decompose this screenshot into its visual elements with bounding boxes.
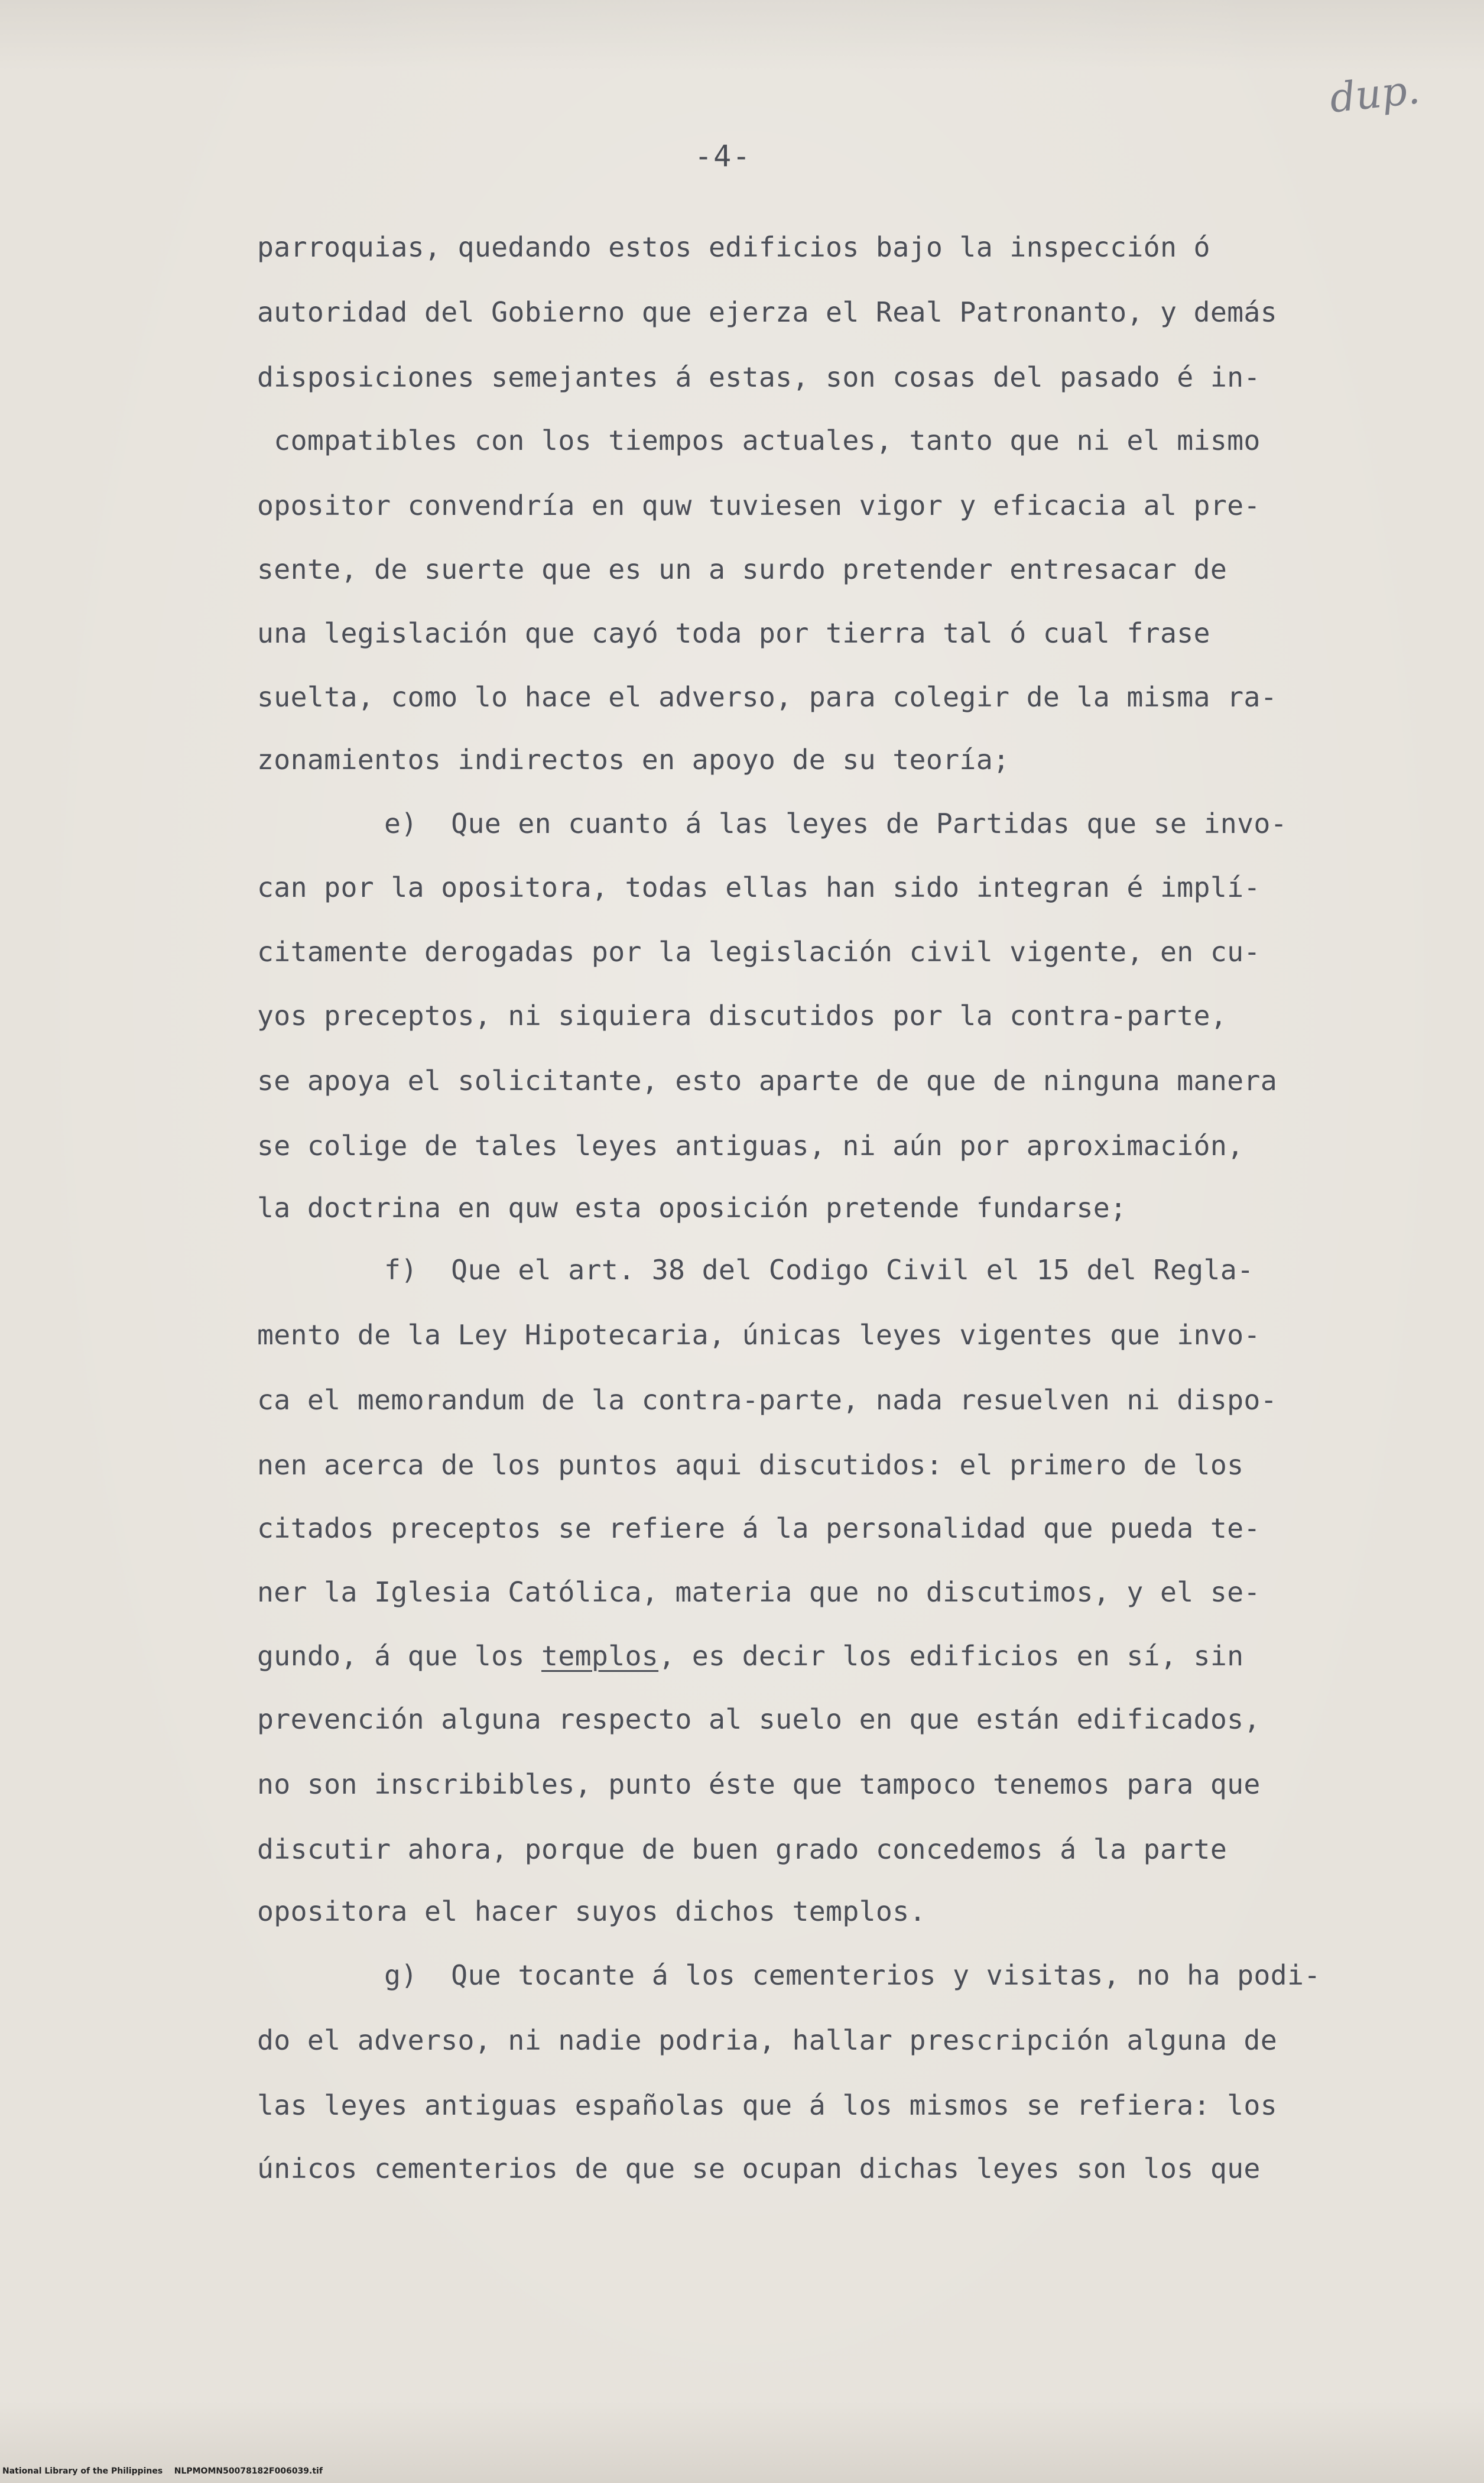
text-line: compatibles con los tiempos actuales, tanto que ni el mismo xyxy=(257,424,1261,456)
text-line: las leyes antiguas españolas que á los mismos se refiera: los xyxy=(257,2089,1278,2121)
underlined-word: templos xyxy=(541,1640,659,1672)
text-line: mento de la Ley Hipotecaria, únicas leyes vigentes que invo- xyxy=(257,1319,1261,1351)
text-line: suelta, como lo hace el adverso, para colegir de la misma ra- xyxy=(257,681,1278,713)
text-line: yos preceptos, ni siquiera discutidos por la contra-parte, xyxy=(257,1000,1228,1032)
paragraph-f-start: f) Que el art. 38 del Codigo Civil el 15 del Regla- xyxy=(384,1254,1254,1286)
text-line: do el adverso, ni nadie podria, hallar prescripción alguna de xyxy=(257,2024,1278,2056)
text-line: se colige de tales leyes antiguas, ni aún por aproximación, xyxy=(257,1130,1244,1162)
text-line: citados preceptos se refiere á la personalidad que pueda te- xyxy=(257,1512,1261,1544)
text-line: no son inscribibles, punto éste que tampoco tenemos para que xyxy=(257,1768,1261,1800)
text-segment: gundo, á que los xyxy=(257,1640,542,1672)
text-line: ca el memorandum de la contra-parte, nada resuelven ni dispo- xyxy=(257,1384,1278,1416)
handwritten-margin-note: dup. xyxy=(1327,66,1423,122)
text-line: parroquias, quedando estos edificios bajo la inspección ó xyxy=(257,231,1210,263)
text-line: can por la opositora, todas ellas han sido integran é implí- xyxy=(257,871,1261,903)
text-line: únicos cementerios de que se ocupan dichas leyes son los que xyxy=(257,2153,1261,2184)
text-line: opositora el hacer suyos dichos templos. xyxy=(257,1895,926,1927)
text-line: zonamientos indirectos en apoyo de su teoría; xyxy=(257,744,1010,776)
paragraph-e-start: e) Que en cuanto á las leyes de Partidas que se invo- xyxy=(384,808,1287,839)
text-line: sente, de suerte que es un a surdo pretender entresacar de xyxy=(257,553,1228,585)
text-line-with-underline xyxy=(257,1642,1243,1670)
text-line: prevención alguna respecto al suelo en que están edificados, xyxy=(257,1703,1261,1735)
text-line: se apoya el solicitante, esto aparte de que de ninguna manera xyxy=(257,1065,1278,1097)
text-line: ner la Iglesia Católica, materia que no discutimos, y el se- xyxy=(257,1576,1261,1608)
text-line: nen acerca de los puntos aqui discutidos: el primero de los xyxy=(257,1449,1244,1481)
text-line: autoridad del Gobierno que ejerza el Real Patronanto, y demás xyxy=(257,296,1278,328)
text-segment: , es decir los edificios en sí, sin xyxy=(658,1640,1244,1672)
text-line: la doctrina en quw esta oposición pretende fundarse; xyxy=(257,1192,1127,1224)
text-line: una legislación que cayó toda por tierra tal ó cual frase xyxy=(257,617,1210,649)
archive-footer: National Library of the Philippines NLPMOMN50078182F006039.tif xyxy=(2,2466,323,2476)
page-number: -4- xyxy=(694,139,752,173)
text-line: disposiciones semejantes á estas, son cosas del pasado é in- xyxy=(257,361,1261,393)
text-line: citamente derogadas por la legislación civil vigente, en cu- xyxy=(257,936,1261,968)
text-line: discutir ahora, porque de buen grado concedemos á la parte xyxy=(257,1833,1228,1865)
paragraph-g-start: g) Que tocante á los cementerios y visitas, no ha podi- xyxy=(384,1959,1321,1991)
text-line: opositor convendría en quw tuviesen vigor y eficacia al pre- xyxy=(257,490,1261,521)
